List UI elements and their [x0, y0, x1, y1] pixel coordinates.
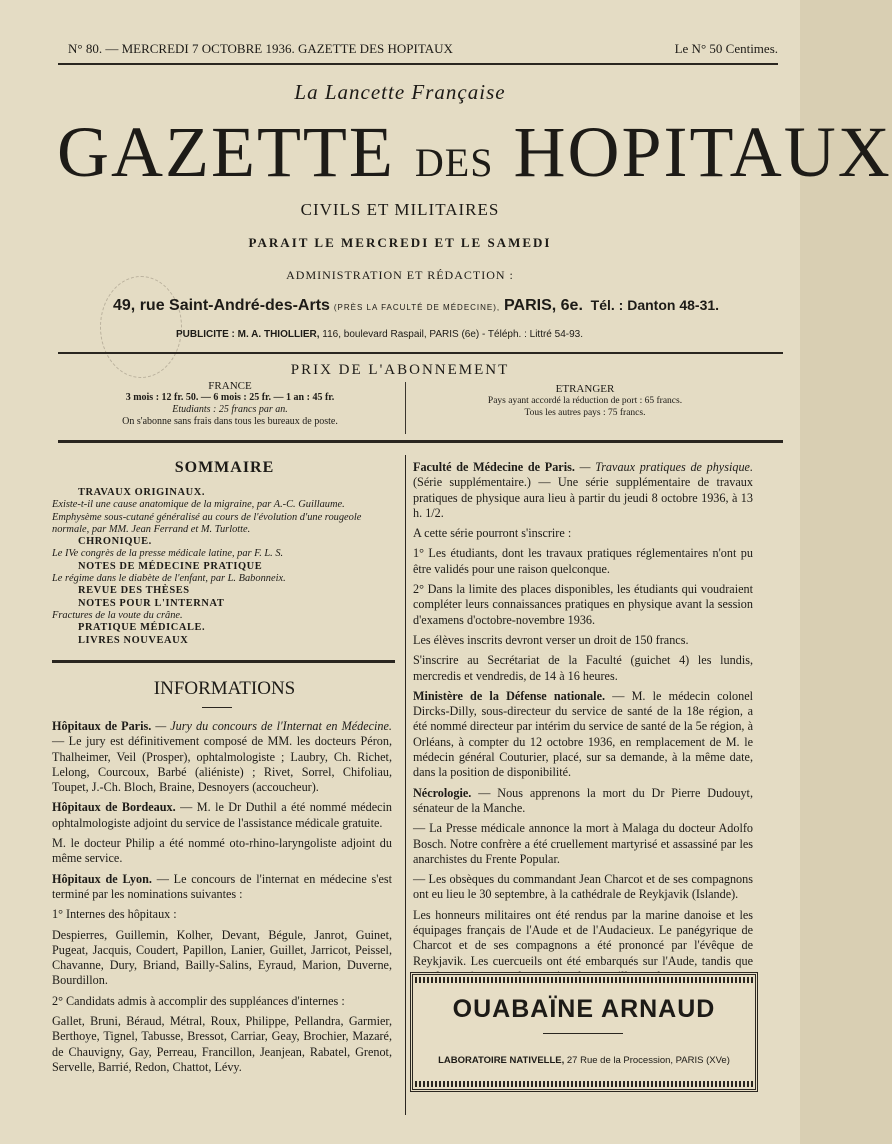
ad-product-name: OUABAÏNE ARNAUD — [452, 995, 716, 1023]
sommaire-rule — [52, 660, 395, 663]
informations-rule — [202, 707, 232, 708]
price-line: Le N° 50 Centimes. — [674, 41, 778, 56]
admin-heading: ADMINISTRATION ET RÉDACTION : — [286, 268, 514, 282]
informations-title: INFORMATIONS — [153, 678, 296, 699]
prix-rule-top — [58, 352, 783, 354]
issue-line: N° 80. — MERCREDI 7 OCTOBRE 1936. GAZETTE DES HOPITAUX — [68, 41, 453, 56]
tarif-france: FRANCE 3 mois : 12 fr. 50. — 6 mois : 25 fr. — 1 an : 45 fr. Etudiants : 25 francs par an. On s'abonne sans frais dans tous les bureaux de poste. — [122, 380, 338, 427]
right-column-text: Faculté de Médecine de Paris. — Travaux pratiques de physique. (Série supplémentaire.) — Une série supplémentaire de travaux pratiques de physique aura lieu à partir du jeudi 8 octobre 1936, à 13 h. 1/2. A cette série pourront s'inscrire : 1° Les étudiants, dont les travaux pratiques réglementaires n'ont pu être validés pour une raison quelconque. 2° Dans la limite des places disponibles, les étudiants qui voudraient compléter leurs connaissances pratiques en physique avant la session d'examens d'octobre-novembre 1936. Les élèves inscrits devront verser un droit de 150 francs. S'inscrire au Secrétariat de la Faculté (guichet 4) les lundis, mercredis et vendredis, de 14 à 16 heures. Ministère de la Défense nationale. — M. le médecin colonel Dircks-Dilly, sous-directeur du service de santé de la 18e région, a été nommé directeur par intérim du service de santé de la 5e région, à Orléans, à compter du 12 octobre 1936, en remplacement de M. le médecin général Couturier, placé, sur sa demande, à la même date, dans la position de disponibilité. Nécrologie. — Nous apprenons la mort du Dr Pierre Dudouyt, sénateur de la Manche. — La Presse médicale annonce la mort à Malaga du docteur Adolfo Bosch. Notre confrère a été cruellement martyrisé et assassiné par les anarchistes du Frente Popular. — Les obsèques du commandant Jean Charcot et de ses compagnons ont eu lieu le 30 septembre, à la cathédrale de Reykjavik (Islande). Les honneurs militaires ont été rendus par la marine danoise et les équipages français de l'Aude et de l'Audacieux. Le panégyrique de Charcot et de ses compagnons a été prononcé par l'évêque de Reykjavik. Les cuercueils ont été embarqués sur l'Aude, tandis que — [413, 460, 753, 968]
masthead-title: GAZETTE DES HOPITAUX — [57, 112, 892, 192]
prix-rule-bottom — [58, 440, 783, 443]
ad-border-top — [415, 977, 753, 983]
publication-days: PARAIT LE MERCREDI ET LE SAMEDI — [248, 235, 552, 250]
left-column-text: Hôpitaux de Paris. — Jury du concours de l'Internat en Médecine. — Le jury est définitivement composé de MM. les docteurs Péron, Thalheimer, Veil (Prosper), ophtalmologiste ; Laubry, Ch. Richet, Lelong, Courcoux, Barbé (aliéniste) ; Rivet, Sorrel, Chifoliau, Toupet, J.-Ch. Bloch, Braine, Desnoyers (accoucheur). Hôpitaux de Bordeaux. — M. le Dr Duthil a été nommé médecin ophtalmologiste adjoint du service de l'assistance médicale gratuite. M. le docteur Philip a été nommé oto-rhino-laryngoliste adjoint du même service. Hôpitaux de Lyon. — Le concours de l'internat en médecine s'est terminé par les nominations suivantes : 1° Internes des hôpitaux : Despierres, Guillemin, Kolher, Devant, Bégule, Janrot, Guinet, Pugeat, Jacquis, Coudert, Papillon, Lanier, Guillet, Jarricot, Peissel, Chavanne, Dury, Briand, Bailly-Salins, Eyraud, Marion, Duverne, Bourdillon. 2° Candidats admis à accomplir des suppléances d'internes : Gallet, Bruni, Béraud, Métral, Roux, Philippe, Pellandra, Garmier, Berthoye, Tignel, Tabusse, Bressot, Carriar, Geay, Brochier, Mazaré, de Chauvigny, Gay, Perreau, Francillon, Jeanjean, Rabatel, Grenot, Servelle, Barrié, Redon, Chattot, Lévy. — [52, 719, 392, 1074]
ad-laboratory: LABORATOIRE NATIVELLE, 27 Rue de la Procession, PARIS (XVe) — [438, 1055, 730, 1066]
subtitle: La Lancette Française — [294, 80, 506, 104]
ouabaine-advertisement — [410, 972, 758, 1092]
ad-border-bottom — [415, 1081, 753, 1087]
prix-title: PRIX DE L'ABONNEMENT — [290, 362, 510, 378]
header-rule — [58, 63, 778, 65]
advertising-line: PUBLICITE : M. A. THIOLLIER, 116, boulevard Raspail, PARIS (6e) - Téléph. : Littré 54-93. — [176, 329, 583, 340]
sommaire-title: SOMMAIRE — [174, 459, 275, 476]
column-divider — [405, 455, 406, 1115]
address-line: 49, rue Saint-André-des-Arts (PRÈS LA FACULTÉ DE MÉDECINE), PARIS, 6e. Tél. : Danton 48-31. — [113, 297, 720, 314]
civils-militaires: CIVILS ET MILITAIRES — [300, 200, 500, 219]
ad-divider — [543, 1033, 623, 1034]
prix-divider — [405, 382, 406, 434]
sommaire-list: TRAVAUX ORIGINAUX. Existe-t-il une cause anatomique de la migraine, par A.-C. Guillaume. Emphysème sous-cutané généralisé au cours de l'évolution d'une rougeole normale, par MM. Jean Ferrand et M. Turlotte. CHRONIQUE. Le IVe congrès de la presse médicale latine, par F. L. S. NOTES DE MÉDECINE PRATIQUE Le régime dans le diabète de l'enfant, par L. Babonneix. REVUE DES THÈSES NOTES POUR L'INTERNAT Fractures de la voute du crâne. PRATIQUE MÉDICALE. LIVRES NOUVEAUX — [52, 487, 362, 646]
tarif-etranger: ETRANGER Pays ayant accordé la réduction de port : 65 francs. Tous les autres pays : 75 francs. — [487, 383, 683, 418]
